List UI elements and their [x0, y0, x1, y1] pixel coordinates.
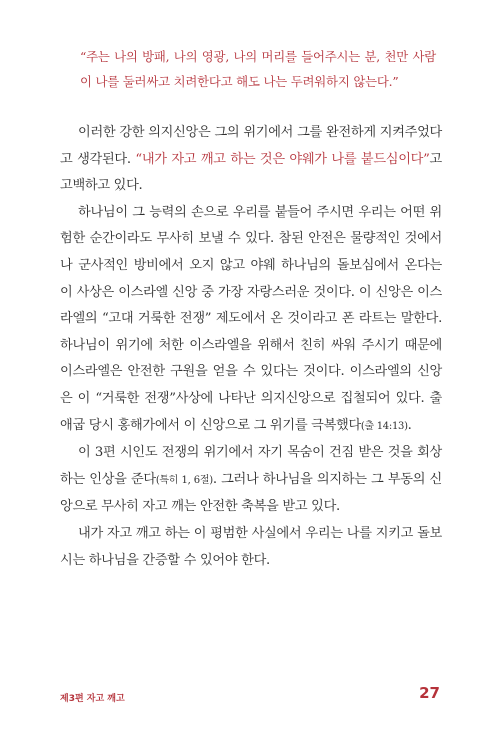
- paragraph-text: 이러한 강한 의지신앙은 그의 위기에서 그를 완전하게 지켜주었다고 생각된다.: [60, 125, 442, 167]
- paragraph: [60, 521, 442, 574]
- paragraph: [60, 440, 442, 521]
- scripture-citation: (출 14:13): [360, 420, 408, 432]
- paragraph: [60, 120, 442, 200]
- paragraph-text: 하나님이 그 능력의 손으로 우리를 붙들어 주시면 우리는 어떤 위험한 순간이라도 무사히 보낼 수 있다. 참된 안전은 물량적인 것에서나 군사적인 방비에서 오지 않고 야웨 하나님의 돌보심에서 온다는 이 사상은 이스라엘 신앙 중 가장 자랑스러운 것이다. 이 신앙은 이스라엘의 “고대 거룩한 전쟁” 제도에서 온 것이라고 폰 라트는 말한다. 하나님이 위기에 처한 이스라엘을 위해서 친히 싸워 주시기 때문에 이스라엘은 안전한 구원을 얻을 수 있다는 것이다. 이스라엘의 신앙은 이 “거룩한 전쟁”사상에 나타난 의지신앙으로 집철되어 있다. 출애굽 당시 홍해가에서 이 신앙으로 그 위기를 극복했다: [60, 204, 442, 433]
- paragraph-text: 고 고백하고 있다.: [60, 151, 442, 194]
- paragraph-text: 내가 자고 깨고 하는 이 평범한 사실에서 우리는 나를 지키고 돌보시는 하나님을 간증할 수 있어야 한다.: [60, 525, 442, 568]
- paragraph-text: . 그러나 하나님을 의지하는 그 부동의 신앙으로 무사히 자고 깨는 안전한 축복을 받고 있다.: [60, 471, 442, 515]
- scripture-citation: (특히 1, 6절): [155, 474, 213, 486]
- highlighted-quote: “내가 자고 깨고 하는 것은 야웨가 나를 붙드심이다”: [135, 151, 430, 167]
- running-footer-section: 제3편 자고 깨고: [60, 694, 125, 704]
- paragraph-text: .: [407, 417, 412, 433]
- body-text: [60, 120, 442, 574]
- epigraph-quote: “주는 나의 방패, 나의 영광, 나의 머리를 들어주시는 분, 천만 사람이 나를 둘러싸고 치려한다고 해도 나는 두려워하지 않는다.”: [80, 49, 436, 89]
- page-number: 27: [419, 684, 440, 702]
- paragraph: [60, 200, 442, 440]
- paragraph-text: 이 3편 시인도 전쟁의 위기에서 자기 목숨이 건짐 받은 것을 회상하는 인상을 준다: [60, 445, 442, 487]
